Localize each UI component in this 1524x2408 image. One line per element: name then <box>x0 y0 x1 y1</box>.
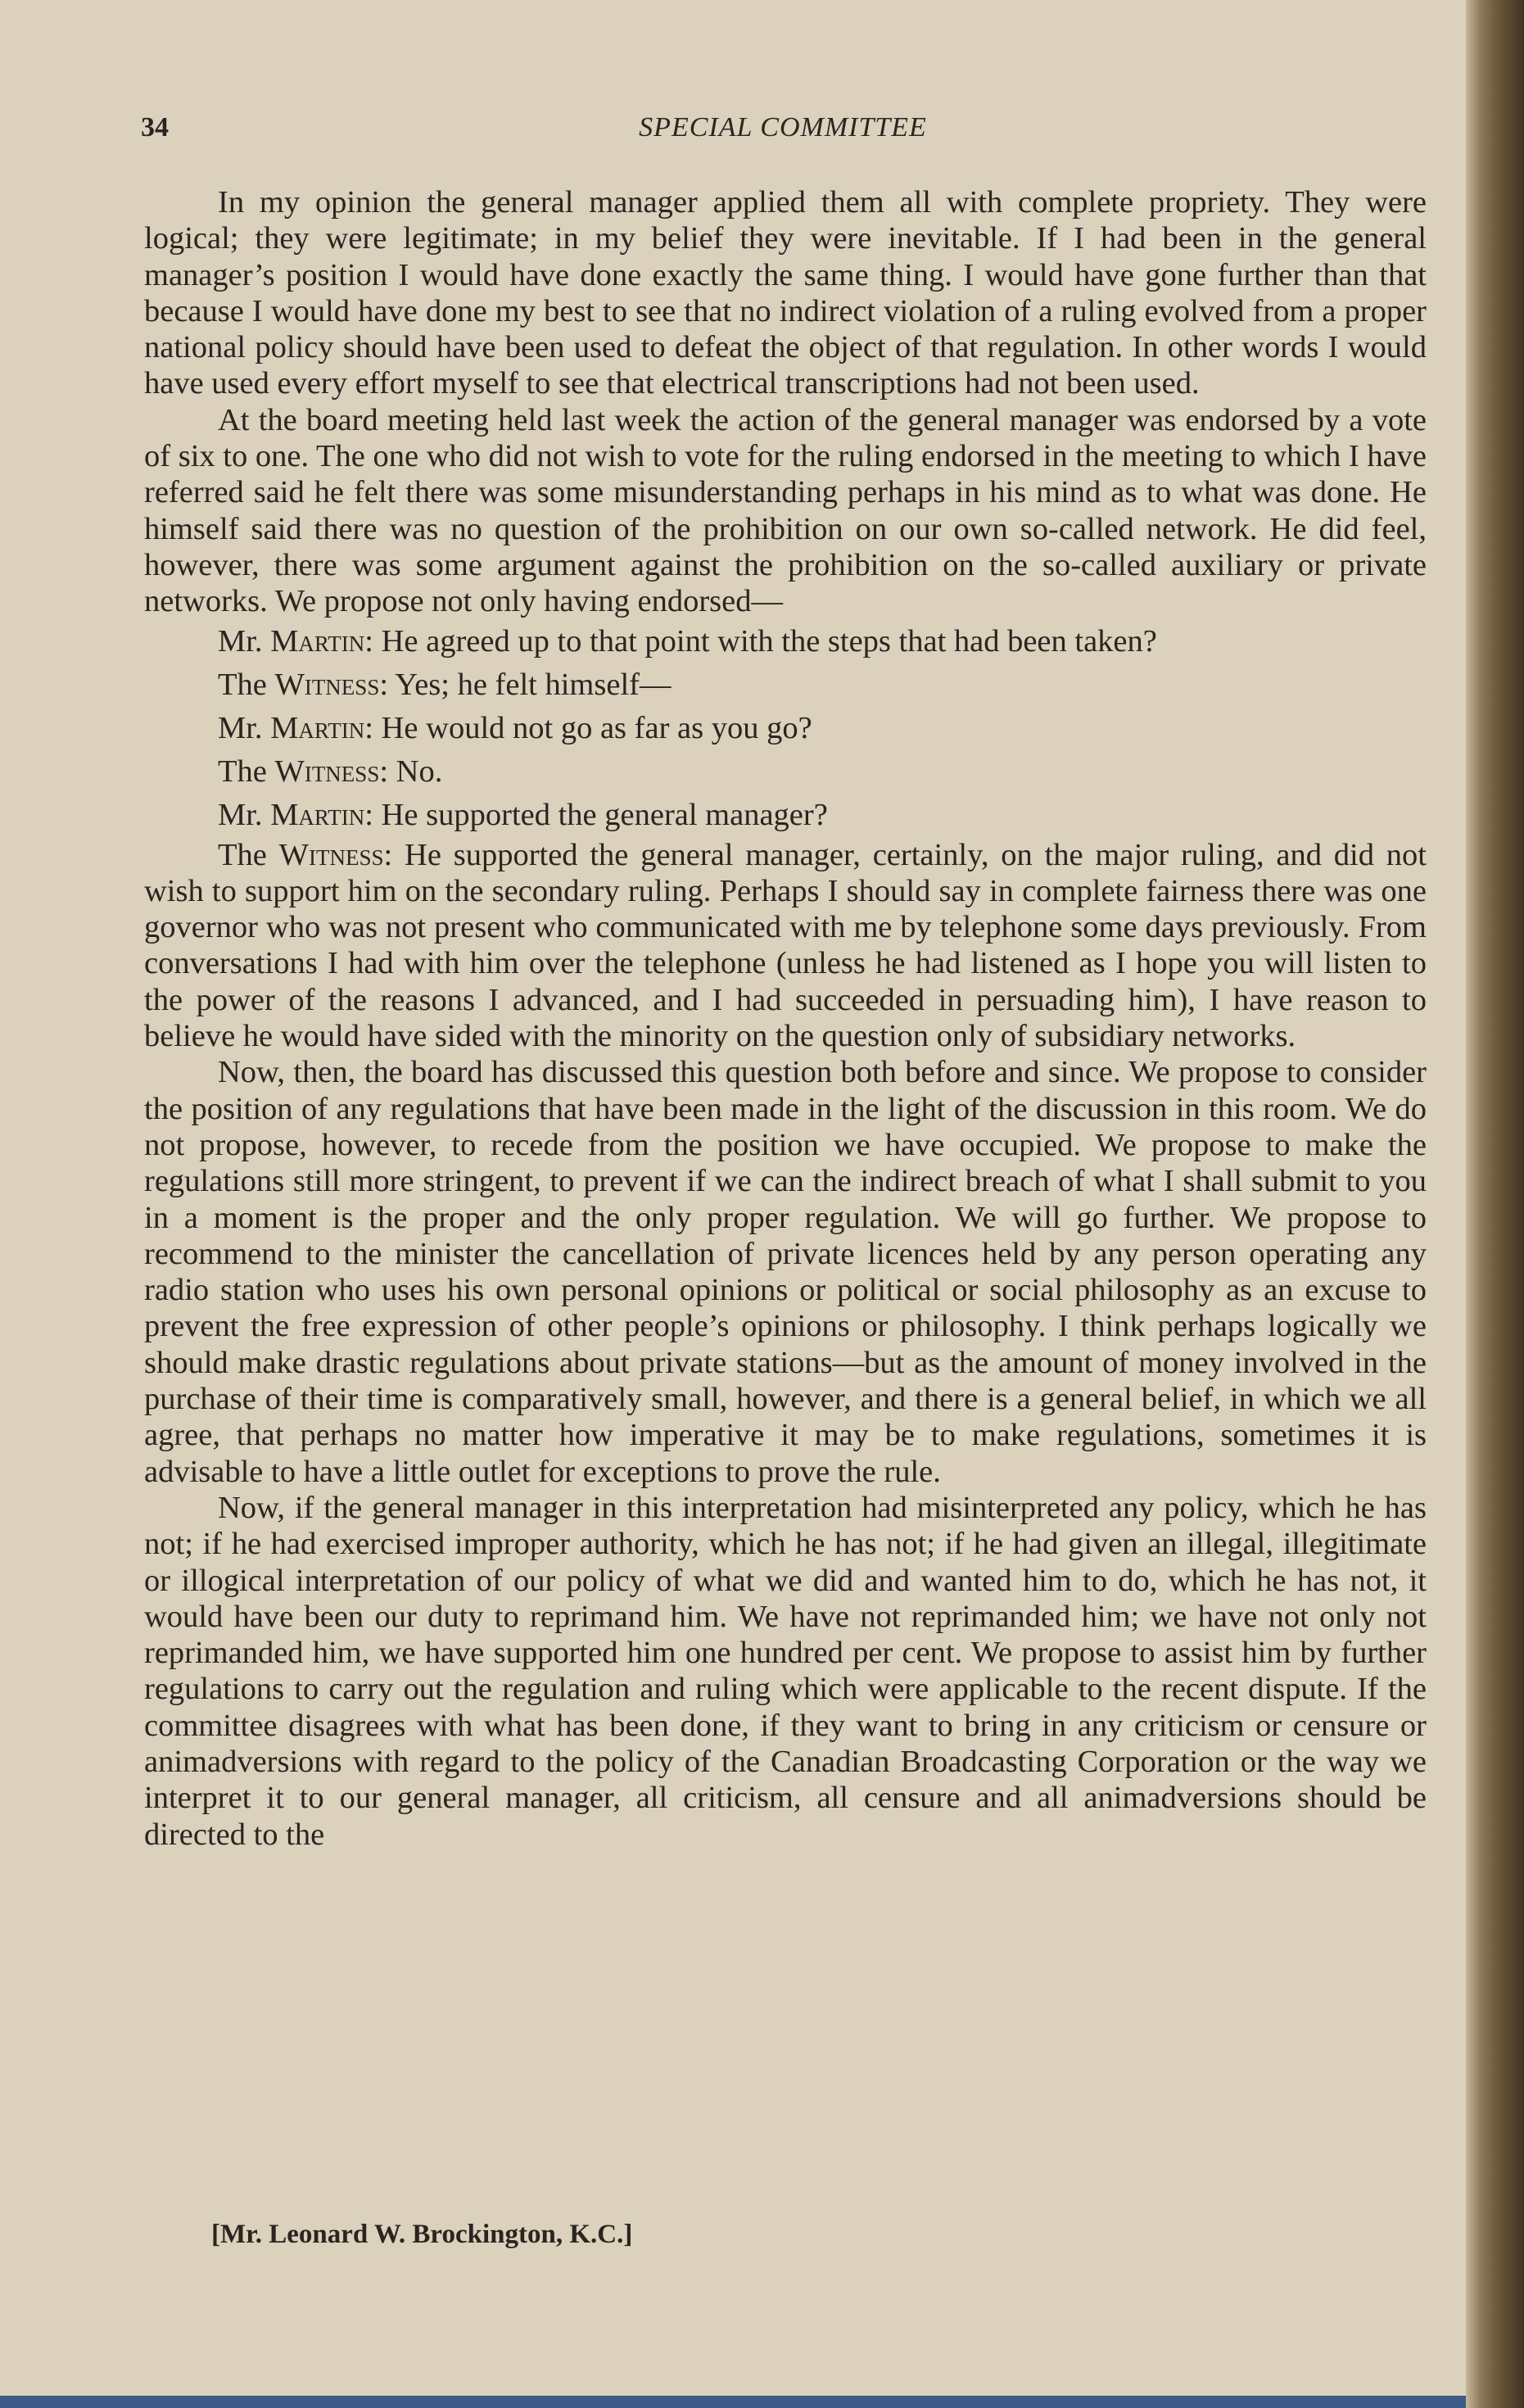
dialog-line: Mr. Martin: He would not go as far as you go? <box>218 710 812 745</box>
running-title: SPECIAL COMMITTEE <box>639 112 927 143</box>
body-text <box>144 184 1427 1853</box>
dialog-line: Mr. Martin: He supported the general manager? <box>218 797 828 832</box>
page-number: 34 <box>141 112 169 143</box>
paragraph: Now, if the general manager in this interpretation had misinterpreted any policy, which he has not; if he had exercised improper authority, which he has not; if he had given an illegal, illegitimate or illogical interpretation of our policy of what we did and wanted him to do, which he has not, it would have been our duty to reprimand him. We have not reprimanded him; we have not only not reprimanded him, we have supported him one hundred per cent. We propose to assist him by further regulations to carry out the regulation and ruling which were applicable to the recent dispute. If the committee disagrees with what has been done, if they want to bring in any criticism or censure or animadversions with regard to the policy of the Canadian Broadcasting Corporation or the way we interpret it to our general manager, all criticism, all censure and all animadversions should be directed to the <box>144 1490 1427 1852</box>
speaker-prefix: Mr. <box>218 797 263 832</box>
dialog-text: He supported the general manager, certainly, on the major ruling, and did not wish to support him on the secondary ruling. Perhaps I should say in complete fairness there was one governor who was not present who communicated with me by telephone some days previously. From conversations I had with him over the telephone (unless he had listened as I hope you will listen to the power of the reasons I advanced, and I had succeeded in persuading him), I have reason to believe he would have sided with the minority on the question only of subsidiary networks. <box>144 837 1427 1054</box>
dialog-text: Yes; he felt himself— <box>395 667 672 702</box>
speaker-name: Martin <box>270 623 365 659</box>
speaker-prefix: The <box>218 667 267 702</box>
speaker-name: Witness <box>274 667 380 702</box>
dialog-text: No. <box>396 754 443 789</box>
speaker-prefix: The <box>218 837 267 872</box>
speaker-prefix: Mr. <box>218 623 263 659</box>
dialog-line: The Witness: Yes; he felt himself— <box>218 667 672 702</box>
speaker-name: Martin <box>270 797 365 832</box>
book-binding-edge <box>1466 0 1524 2408</box>
speaker-name: Martin <box>270 710 365 745</box>
dialog-paragraph: The Witness: He supported the general manager, certainly, on the major ruling, and did not wish to support him on the secondary ruling. Perhaps I should say in complete fairness there was one governor who was not present who communicated with me by telephone some days previously. From conversations I had with him over the telephone (unless he had listened as I hope you will listen to the power of the reasons I advanced, and I had succeeded in persuading him), I have reason to believe he would have sided with the minority on the question only of subsidiary networks. <box>144 837 1427 1054</box>
speaker-prefix: The <box>218 754 267 789</box>
dialog-text: He would not go as far as you go? <box>381 710 812 745</box>
dialog-line: The Witness: No. <box>218 754 443 789</box>
speaker-prefix: Mr. <box>218 710 263 745</box>
paragraph: At the board meeting held last week the action of the general manager was endorsed by a vote of six to one. The one who did not wish to vote for the ruling endorsed in the meeting to which I have referred said he felt there was some misunderstanding perhaps in his mind as to what was done. He himself said there was no question of the prohibition on our own so-called network. He did feel, however, there was some argument against the prohibition on the so-called auxiliary or private networks. We propose not only having endorsed— <box>144 402 1427 619</box>
dialog-text: He supported the general manager? <box>381 797 828 832</box>
dialog-text: He agreed up to that point with the steps that had been taken? <box>381 623 1157 659</box>
paragraph: Now, then, the board has discussed this question both before and since. We propose to consider the position of any regulations that have been made in the light of the discussion in this room. We do not propose, however, to recede from the position we have occupied. We propose to make the regulations still more stringent, to prevent if we can the indirect breach of what I shall submit to you in a moment is the proper and the only proper regulation. We will go further. We propose to recommend to the minister the cancellation of private licences held by any person operating any radio station who uses his own personal opinions or political or social philosophy as an excuse to prevent the free expression of other people’s opinions or philosophy. I think perhaps logically we should make drastic regulations about private stations—but as the amount of money involved in the purchase of their time is comparatively small, however, and there is a general belief, in which we all agree, that perhaps no matter how imperative it may be to make regulations, sometimes it is advisable to have a little outlet for exceptions to prove the rule. <box>144 1055 1427 1489</box>
page-header <box>141 112 1425 153</box>
speaker-name: Witness <box>278 837 384 872</box>
speaker-attribution-footer: [Mr. Leonard W. Brockington, K.C.] <box>211 2220 633 2249</box>
paragraph: In my opinion the general manager applied them all with complete propriety. They were logical; they were legitimate; in my belief they were inevitable. If I had been in the general manager’s position I would have done exactly the same thing. I would have gone further than that because I would have done my best to see that no indirect violation of a ruling evolved from a proper national policy should have been used to defeat the object of that regulation. In other words I would have used every effort myself to see that electrical transcriptions had not been used. <box>144 185 1427 401</box>
dialog-line: Mr. Martin: He agreed up to that point with the steps that had been taken? <box>218 623 1157 659</box>
speaker-name: Witness <box>274 754 380 789</box>
